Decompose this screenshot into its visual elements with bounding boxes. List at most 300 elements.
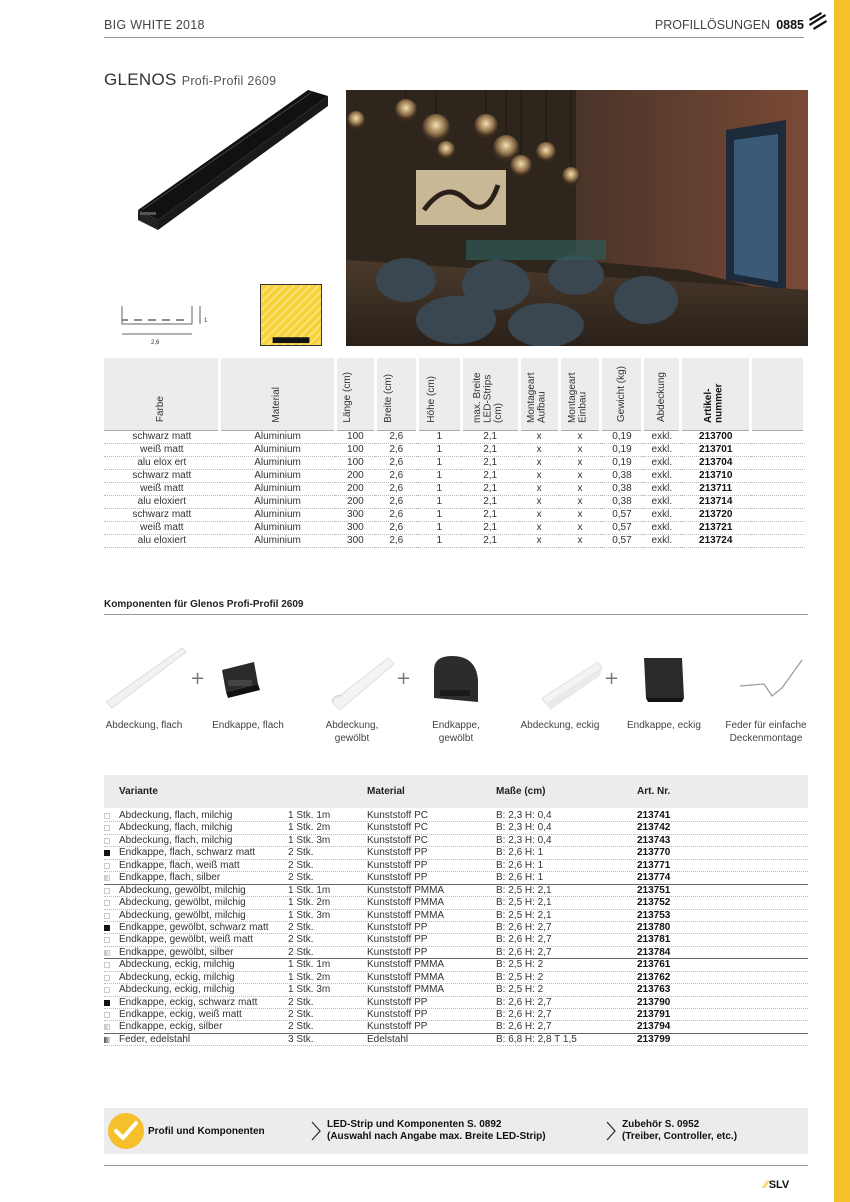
variant-size: B: 2,6 H: 1 [496,859,544,871]
spec-cell: 0,38 [601,495,643,508]
variant-qty: 3 Stk. [288,1033,314,1045]
spec-cell [751,456,805,469]
spec-cell: 200 [335,482,375,495]
spec-cell: 2,6 [375,534,417,547]
variant-qty: 1 Stk. 2m [288,822,331,834]
variant-material: Kunststoff PP [367,946,428,958]
spec-table [104,358,806,548]
spec-header-cell: Montageart Aufbau [519,358,559,430]
page-header [104,18,804,38]
spec-cell: 213711 [681,482,751,495]
spec-header-cell: Farbe [104,358,220,430]
variant-art: 213753 [637,909,671,921]
variant-row [104,1021,808,1033]
spec-cell: 2,6 [375,495,417,508]
spec-cell: 2,1 [461,456,519,469]
spec-cell: 213724 [681,534,751,547]
cover-domed-image [332,658,394,710]
chevron-right-icon [310,1120,322,1142]
variant-row [104,1034,808,1046]
spec-cell: 2,1 [461,430,519,443]
color-swatch-icon [104,813,110,819]
spec-cell: 2,6 [375,482,417,495]
spec-cell [751,482,805,495]
variant-size: B: 2,5 H: 2 [496,971,544,983]
variant-art: 213762 [637,971,671,983]
ambience-photo [346,90,808,346]
spec-cell: 100 [335,456,375,469]
color-swatch-icon [104,1024,110,1030]
variant-material: Kunststoff PC [367,810,428,821]
section-title: PROFILLÖSUNGEN 0885 [654,18,804,32]
spec-cell: 1 [417,495,461,508]
color-swatch-icon [104,925,110,931]
spec-cell: 213704 [681,456,751,469]
variant-qty: 2 Stk. [288,921,314,933]
variant-name: Abdeckung, flach, milchig [119,834,233,846]
spec-cell: 1 [417,443,461,456]
variant-qty: 1 Stk. 2m [288,897,331,909]
variant-qty: 1 Stk. 3m [288,984,331,996]
spec-cell: 1 [417,534,461,547]
color-swatch-icon [104,1037,110,1043]
variant-art: 213780 [637,921,671,933]
spec-header-cell: Breite (cm) [375,358,417,430]
spec-cell: x [559,508,601,521]
spec-cell: x [519,482,559,495]
variant-qty: 2 Stk. [288,934,314,946]
spec-cell: 2,6 [375,443,417,456]
color-swatch-icon [104,975,110,981]
spec-cell: x [559,456,601,469]
variant-art: 213774 [637,872,671,884]
spec-cell: 0,19 [601,430,643,443]
spec-cell: x [519,521,559,534]
variant-name: Feder, edelstahl [119,1033,191,1045]
spec-cell: weiß matt [104,482,220,495]
variant-material: Kunststoff PP [367,859,428,871]
spec-header-cell: Höhe (cm) [417,358,461,430]
variant-material: Kunststoff PMMA [367,884,445,896]
color-swatch-icon [104,863,110,869]
variant-art: 213741 [637,810,671,821]
variant-name: Endkappe, gewölbt, silber [119,946,234,958]
spec-cell: Aluminium [220,495,336,508]
color-swatch-icon [104,987,110,993]
variant-row [104,972,808,984]
variant-material: Kunststoff PMMA [367,909,445,921]
page-number: 0885 [776,18,804,32]
variant-art: 213791 [637,1009,671,1020]
spec-cell: Aluminium [220,456,336,469]
variant-qty: 2 Stk. [288,847,314,859]
variant-row [104,885,808,897]
color-swatch-icon [104,950,110,956]
component-label: Abdeckung, flach [105,720,183,731]
spec-cell: Aluminium [220,534,336,547]
color-swatch-icon [104,937,110,943]
component-label: Endkappe, eckig [627,720,701,731]
spec-cell: 100 [335,430,375,443]
variant-material: Kunststoff PMMA [367,971,445,983]
variant-art: 213770 [637,847,671,859]
color-swatch-icon [104,838,110,844]
variant-size: B: 2,6 H: 2,7 [496,1009,552,1020]
variant-row [104,847,808,859]
variant-row [104,897,808,909]
spec-header-cell: Artikel-nummer [681,358,751,430]
spec-cell: schwarz matt [104,469,220,482]
variant-size: B: 2,6 H: 2,7 [496,921,552,933]
variant-name: Endkappe, eckig, weiß matt [119,1009,242,1020]
endcap-flat-image [222,662,260,698]
variant-material: Kunststoff PMMA [367,959,445,971]
variant-qty: 1 Stk. 2m [288,971,331,983]
variant-size: B: 6,8 H: 2,8 T 1,5 [496,1033,577,1045]
color-swatch-icon [104,913,110,919]
variant-row [104,810,808,822]
profile-product-image [130,88,330,238]
footer-accessories: Zubehör S. 0952 (Treiber, Controller, etc.) [622,1119,738,1142]
spec-cell: x [519,534,559,547]
variant-art: 213794 [637,1021,671,1033]
components-labels [104,720,808,750]
spec-cell: exkl. [643,495,681,508]
spec-cell: 1 [417,508,461,521]
variant-size: B: 2,6 H: 1 [496,872,544,884]
variant-row [104,872,808,884]
variant-name: Abdeckung, gewölbt, milchig [119,897,246,909]
material-header: Material [367,786,405,797]
variant-qty: 2 Stk. [288,872,314,884]
product-name: GLENOS [104,70,177,89]
spec-header-cell [751,358,805,430]
product-subtitle: Profi-Profil 2609 [181,74,277,88]
variant-size: B: 2,5 H: 2,1 [496,884,552,896]
spec-cell: exkl. [643,430,681,443]
spec-cell: 0,57 [601,508,643,521]
spec-cell [751,469,805,482]
variant-material: Kunststoff PP [367,996,428,1008]
footer-profile-components: Profil und Komponenten [148,1126,265,1137]
check-icon [104,1108,148,1154]
variant-qty: 1 Stk. 3m [288,909,331,921]
variant-size: B: 2,6 H: 2,7 [496,1021,552,1033]
variant-size: B: 2,5 H: 2 [496,984,544,996]
spec-header-cell: Abdeckung [643,358,681,430]
slv-mark-icon: ⁄⁄ [764,1179,768,1191]
spec-cell [751,521,805,534]
variant-name: Endkappe, flach, weiß matt [119,859,240,871]
components-images [104,640,808,720]
spec-row [104,443,805,456]
spec-cell: exkl. [643,469,681,482]
components-title: Komponenten für Glenos Profi-Profil 2609 [104,599,808,615]
variant-art: 213742 [637,822,671,834]
spec-cell: 0,57 [601,534,643,547]
spec-cell: 2,6 [375,469,417,482]
variant-name: Abdeckung, eckig, milchig [119,984,235,996]
spec-cell: 300 [335,521,375,534]
variant-qty: 2 Stk. [288,996,314,1008]
spec-cell: x [559,469,601,482]
product-title [104,70,276,90]
spec-row [104,521,805,534]
variant-size: B: 2,3 H: 0,4 [496,810,552,821]
spec-cell: 2,1 [461,469,519,482]
variant-size: B: 2,6 H: 1 [496,847,544,859]
plus-icon: + [396,668,412,689]
spec-cell [751,534,805,547]
variant-row [104,860,808,872]
spec-header-cell: Gewicht (kg) [601,358,643,430]
spec-cell: x [559,521,601,534]
spec-cell: 2,1 [461,508,519,521]
variant-material: Kunststoff PMMA [367,897,445,909]
spec-cell: alu eloxiert [104,495,220,508]
variant-art: 213781 [637,934,671,946]
spec-header-cell: Länge (cm) [335,358,375,430]
spec-header-cell: max. Breite LED-Strips (cm) [461,358,519,430]
variant-art: 213751 [637,884,671,896]
spec-cell: weiß matt [104,521,220,534]
variant-row [104,910,808,922]
spec-cell: Aluminium [220,469,336,482]
cover-flat-image [106,648,186,708]
variant-art: 213790 [637,996,671,1008]
spec-row [104,495,805,508]
spec-cell: 1 [417,482,461,495]
spec-cell: x [559,430,601,443]
spec-cell: 200 [335,469,375,482]
spec-cell: Aluminium [220,521,336,534]
spec-row [104,456,805,469]
spec-cell: Aluminium [220,508,336,521]
spec-cell: 2,6 [375,508,417,521]
spec-cell: Aluminium [220,430,336,443]
spec-cell: 0,19 [601,456,643,469]
spec-cell: 300 [335,508,375,521]
variant-name: Endkappe, gewölbt, schwarz matt [119,921,269,933]
spec-cell [751,495,805,508]
component-label: Feder für einfache Deckenmontage [725,720,807,744]
variant-art: 213771 [637,859,671,871]
color-swatch-icon [104,825,110,831]
spec-cell: 213714 [681,495,751,508]
spec-cell: 213721 [681,521,751,534]
component-label: Endkappe, gewölbt [432,720,480,744]
variant-art: 213784 [637,946,671,958]
spec-cell: 2,1 [461,443,519,456]
variant-name: Endkappe, flach, schwarz matt [119,847,256,859]
spec-cell: 1 [417,521,461,534]
spec-cell: exkl. [643,443,681,456]
spec-cell: exkl. [643,482,681,495]
plus-icon: + [190,668,206,689]
variant-material: Kunststoff PMMA [367,984,445,996]
variant-name: Endkappe, eckig, silber [119,1021,223,1033]
variant-size: B: 2,5 H: 2,1 [496,897,552,909]
spec-cell: 300 [335,534,375,547]
component-label: Abdeckung, eckig [520,720,600,731]
variant-row [104,947,808,959]
spec-cell: 213710 [681,469,751,482]
variant-material: Kunststoff PC [367,822,428,834]
slv-mark-icon [806,10,828,30]
spec-cell: 0,57 [601,521,643,534]
variant-art: 213799 [637,1033,671,1045]
spec-row [104,534,805,547]
spec-cell: x [559,495,601,508]
dim-height-label: 1 [204,318,208,324]
variant-qty: 2 Stk. [288,859,314,871]
variants-header-row [104,775,808,808]
spec-cell: x [559,482,601,495]
spec-row [104,469,805,482]
spec-cell: 213700 [681,430,751,443]
spec-cell: 2,1 [461,534,519,547]
variant-qty: 2 Stk. [288,1009,314,1020]
color-swatch-icon [104,875,110,881]
spec-cell: Aluminium [220,443,336,456]
spec-cell: 2,6 [375,430,417,443]
spec-cell: x [519,443,559,456]
footer-led-strip: LED-Strip und Komponenten S. 0892 (Auswahl nach Angabe max. Breite LED-Strip) [327,1119,546,1142]
spec-header-cell: Montageart Einbau [559,358,601,430]
bottom-divider [104,1165,808,1166]
variant-name: Abdeckung, flach, milchig [119,822,233,834]
variant-name: Abdeckung, flach, milchig [119,810,233,821]
spec-cell: weiß matt [104,443,220,456]
light-color-swatch [260,284,322,346]
variant-material: Kunststoff PP [367,1009,428,1020]
variant-size: B: 2,3 H: 0,4 [496,834,552,846]
spec-cell: 213701 [681,443,751,456]
spec-cell: 2,6 [375,456,417,469]
variant-qty: 2 Stk. [288,1021,314,1033]
spec-cell: schwarz matt [104,430,220,443]
size-header: Maße (cm) [496,786,546,797]
spec-cell: 2,1 [461,495,519,508]
spec-cell: 100 [335,443,375,456]
variant-row [104,1009,808,1021]
variant-art: 213761 [637,959,671,971]
variant-art: 213763 [637,984,671,996]
spec-cell: x [519,456,559,469]
variant-qty: 1 Stk. 1m [288,884,331,896]
variant-material: Kunststoff PP [367,1021,428,1033]
spec-cell: 1 [417,469,461,482]
variant-name: Abdeckung, gewölbt, milchig [119,884,246,896]
spec-cell: x [559,443,601,456]
color-swatch-icon [104,1012,110,1018]
accent-side-bar [834,0,850,1202]
slv-logo: ⁄⁄SLV [764,1179,790,1191]
spec-cell [751,508,805,521]
component-label: Abdeckung, gewölbt [325,720,379,744]
spec-cell: 0,38 [601,469,643,482]
variant-row [104,997,808,1009]
variants-table [104,775,808,1046]
cover-angular-image [542,662,602,710]
spec-cell: exkl. [643,456,681,469]
spec-cell: x [519,508,559,521]
variant-size: B: 2,5 H: 2 [496,959,544,971]
spec-cell: alu eloxiert [104,534,220,547]
dim-width-label: 2,6 [151,340,160,346]
variant-row [104,984,808,996]
color-swatch-icon [104,888,110,894]
spring-image [740,660,802,696]
spec-cell: 2,1 [461,521,519,534]
variant-qty: 2 Stk. [288,946,314,958]
variant-material: Kunststoff PP [367,872,428,884]
color-swatch-icon [104,900,110,906]
spec-row [104,430,805,443]
spec-cell: Aluminium [220,482,336,495]
catalog-title: BIG WHITE 2018 [104,18,205,32]
spec-cell: 0,38 [601,482,643,495]
variant-size: B: 2,3 H: 0,4 [496,822,552,834]
variant-material: Kunststoff PP [367,934,428,946]
variant-row [104,934,808,946]
variant-name: Abdeckung, eckig, milchig [119,971,235,983]
variant-qty: 1 Stk. 3m [288,834,331,846]
variant-row [104,822,808,834]
spec-cell: 2,6 [375,521,417,534]
spec-cell [751,430,805,443]
spec-header-cell: Material [220,358,336,430]
variant-art: 213743 [637,834,671,846]
spec-cell: exkl. [643,521,681,534]
variant-material: Kunststoff PP [367,847,428,859]
variant-material: Kunststoff PP [367,921,428,933]
spec-cell: exkl. [643,534,681,547]
color-swatch-icon [104,850,110,856]
variant-name: Endkappe, flach, silber [119,872,221,884]
variant-name: Endkappe, eckig, schwarz matt [119,996,258,1008]
spec-cell: x [519,495,559,508]
spec-cell: schwarz matt [104,508,220,521]
variant-qty: 1 Stk. 1m [288,959,331,971]
spec-row [104,508,805,521]
variant-material: Kunststoff PC [367,834,428,846]
spec-cell: x [559,534,601,547]
variant-row [104,959,808,971]
component-label: Endkappe, flach [212,720,284,731]
spec-cell: 1 [417,430,461,443]
spec-header-row [104,358,805,430]
variant-size: B: 2,6 H: 2,7 [496,934,552,946]
chevron-right-icon [605,1120,617,1142]
variant-name: Abdeckung, eckig, milchig [119,959,235,971]
variant-size: B: 2,5 H: 2,1 [496,909,552,921]
spec-row [104,482,805,495]
spec-cell [751,443,805,456]
variant-row [104,922,808,934]
color-swatch-icon [104,1000,110,1006]
variant-size: B: 2,6 H: 2,7 [496,946,552,958]
variant-qty: 1 Stk. 1m [288,810,331,821]
spec-cell: 213720 [681,508,751,521]
variant-art: 213752 [637,897,671,909]
spec-cell: x [519,469,559,482]
endcap-domed-image [434,656,478,702]
plus-icon: + [604,668,620,689]
variant-size: B: 2,6 H: 2,7 [496,996,552,1008]
profile-dimension-drawing [118,300,208,350]
spec-cell: alu elox ert [104,456,220,469]
